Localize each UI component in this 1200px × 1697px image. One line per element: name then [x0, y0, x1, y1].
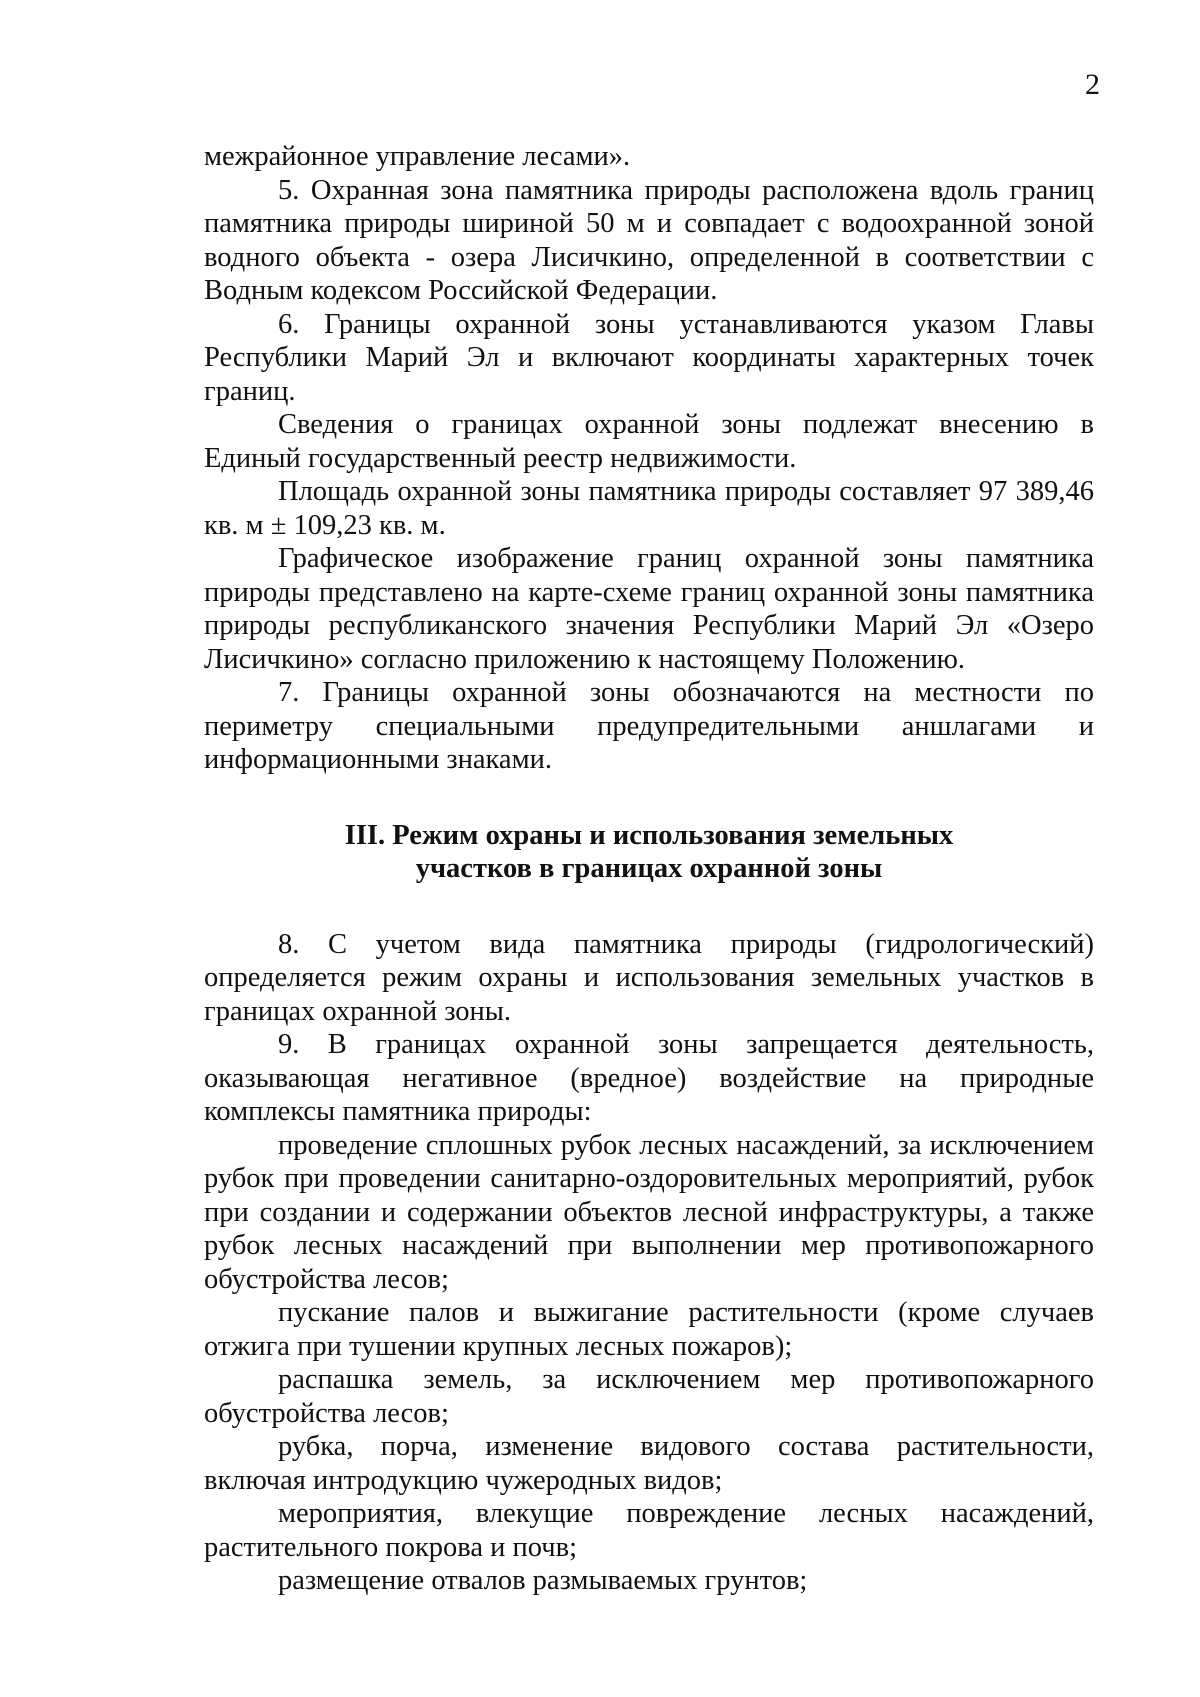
paragraph: 6. Границы охранной зоны устанавливаются указом Главы Республики Марий Эл и включают координаты характерных точек границ. — [204, 308, 1094, 407]
page-number: 2 — [1085, 68, 1100, 101]
paragraph: 7. Границы охранной зоны обозначаются на местности по периметру специальными предупредительными аншлагами и информационными знаками. — [204, 677, 1094, 775]
top-paragraphs — [204, 140, 1094, 777]
section-heading-line: III. Режим охраны и использования земельных — [344, 819, 954, 851]
paragraph: межрайонное управление лесами». — [204, 141, 631, 172]
paragraph: Графическое изображение границ охранной зоны памятника природы представлено на карте-схеме границ охранной зоны памятника природы республиканского значения Республики Марий Эл «Озеро Лисичкино» согласно приложению к настоящему Положению. — [204, 543, 1094, 675]
bottom-paragraphs — [204, 928, 1094, 1598]
paragraph: Сведения о границах охранной зоны подлежат внесению в Единый государственный реестр недвижимости. — [204, 409, 1094, 474]
document-body — [204, 140, 1094, 1598]
section-heading-line: участков в границах охранной зоны — [415, 853, 883, 884]
paragraph: пускание палов и выжигание растительности (кроме случаев отжига при тушении крупных лесных пожаров); — [204, 1297, 1094, 1362]
paragraph: мероприятия, влекущие повреждение лесных насаждений, растительного покрова и почв; — [204, 1498, 1094, 1563]
section-heading — [204, 819, 1094, 886]
paragraph: размещение отвалов размываемых грунтов; — [278, 1565, 808, 1596]
paragraph: Площадь охранной зоны памятника природы составляет 97 389,46 кв. м ± 109,23 кв. м. — [204, 476, 1094, 541]
paragraph: 8. С учетом вида памятника природы (гидрологический) определяется режим охраны и использования земельных участков в границах охранной зоны. — [204, 928, 1094, 1027]
paragraph: рубка, порча, изменение видового состава растительности, включая интродукцию чужеродных видов; — [204, 1431, 1094, 1496]
paragraph: 9. В границах охранной зоны запрещается деятельность, оказывающая негативное (вредное) воздействие на природные комплексы памятника природы: — [204, 1029, 1094, 1127]
paragraph: проведение сплошных рубок лесных насаждений, за исключением рубок при проведении санитарно-оздоровительных мероприятий, рубок при создании и содержании объектов лесной инфраструктуры, а также рубок лесных насаждений при выполнении мер противопожарного обустройства лесов; — [204, 1129, 1094, 1295]
paragraph: 5. Охранная зона памятника природы расположена вдоль границ памятника природы шириной 50 м и совпадает с водоохранной зоной водного объекта - озера Лисичкино, определенной в соответствии с Водным кодексом Российской Федерации. — [204, 174, 1094, 306]
paragraph: распашка земель, за исключением мер противопожарного обустройства лесов; — [204, 1364, 1094, 1429]
